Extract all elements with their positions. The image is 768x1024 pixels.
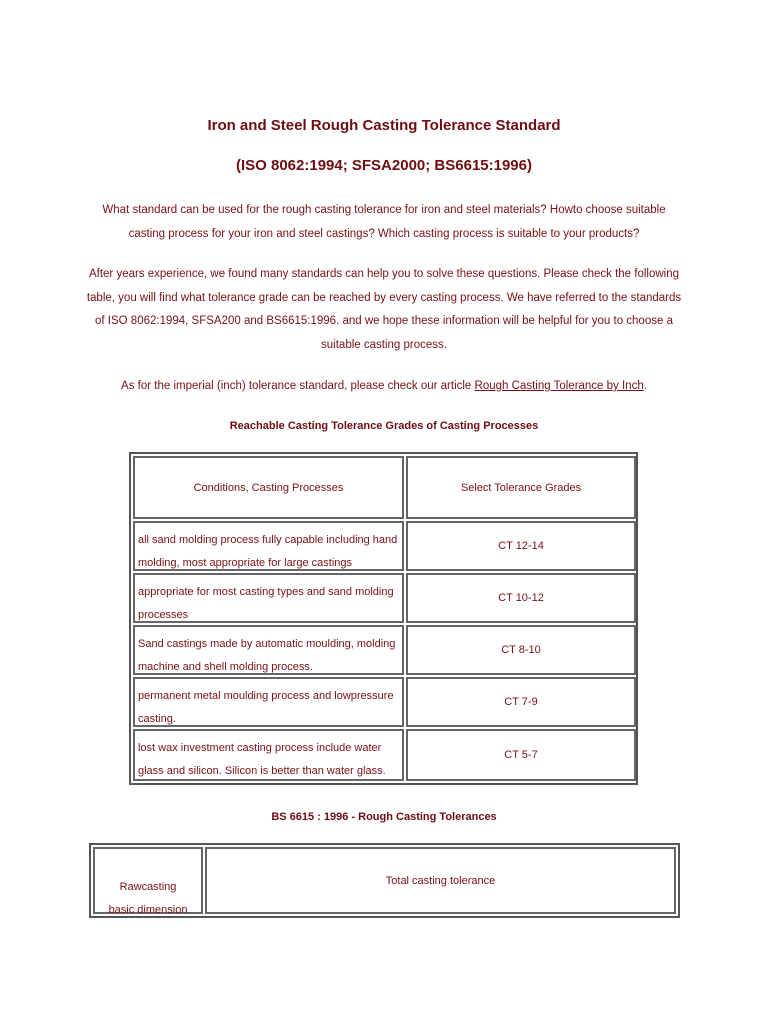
table-row-grade: CT 12-14 bbox=[406, 521, 636, 571]
header-line: basic dimension bbox=[108, 904, 188, 916]
rough-casting-tolerance-link[interactable]: Rough Casting Tolerance by Inch bbox=[474, 380, 644, 392]
table-row-condition bbox=[133, 729, 404, 781]
experience-paragraph bbox=[80, 263, 688, 357]
table1-heading: Reachable Casting Tolerance Grades of Casting Processes bbox=[229, 420, 539, 432]
table-row-condition bbox=[133, 677, 404, 727]
condition-line: machine and shell molding process. bbox=[138, 661, 313, 673]
condition-line: processes bbox=[138, 609, 189, 621]
condition-line: all sand molding process fully capable including hand bbox=[138, 534, 398, 546]
table-row-grade: CT 8-10 bbox=[406, 625, 636, 675]
imperial-suffix: . bbox=[643, 380, 647, 392]
table-header-basic-dimension bbox=[93, 847, 203, 914]
table-header-conditions: Conditions, Casting Processes bbox=[133, 456, 404, 519]
imperial-text: As for the imperial (inch) tolerance standard, please check our article bbox=[121, 380, 475, 392]
table2-heading: BS 6615 : 1996 - Rough Casting Tolerances bbox=[271, 811, 497, 823]
page-title: Iron and Steel Rough Casting Tolerance Standard bbox=[207, 117, 561, 134]
intro-line: casting process for your iron and steel castings? Which casting process is suitable to your products? bbox=[128, 227, 640, 240]
header-line: Rawcasting bbox=[119, 881, 177, 893]
condition-line: glass and silicon. Silicon is better than water glass. bbox=[138, 765, 386, 777]
experience-line: table, you will find what tolerance grade can be reached by every casting process. We have referred to the standards bbox=[86, 291, 682, 304]
table-row-condition bbox=[133, 521, 404, 571]
intro-paragraph bbox=[80, 199, 688, 246]
bs6615-tolerance-table bbox=[89, 843, 680, 918]
imperial-paragraph bbox=[80, 375, 688, 399]
table-header-grades: Select Tolerance Grades bbox=[406, 456, 636, 519]
intro-line: What standard can be used for the rough casting tolerance for iron and steel materials? Howto choose suitable bbox=[102, 204, 666, 216]
page-subtitle: (ISO 8062:1994; SFSA2000; BS6615:1996) bbox=[235, 157, 532, 174]
condition-line: appropriate for most casting types and sand molding bbox=[138, 586, 394, 598]
condition-line: permanent metal moulding process and lowpressure bbox=[138, 690, 394, 702]
table-row-condition bbox=[133, 625, 404, 675]
table-header-total-tolerance: Total casting tolerance bbox=[205, 847, 676, 914]
condition-line: lost wax investment casting process include water bbox=[138, 742, 382, 754]
table-row-grade: CT 5-7 bbox=[406, 729, 636, 781]
table-row-condition bbox=[133, 573, 404, 623]
condition-line: Sand castings made by automatic moulding, molding bbox=[138, 638, 396, 650]
condition-line: molding, most appropriate for large castings bbox=[138, 557, 352, 569]
experience-line: After years experience, we found many standards can help you to solve these questions. Please check the following bbox=[88, 268, 680, 280]
table-row-grade: CT 10-12 bbox=[406, 573, 636, 623]
condition-line: casting. bbox=[138, 713, 176, 725]
tolerance-grades-table bbox=[129, 452, 638, 785]
experience-line: suitable casting process. bbox=[321, 338, 447, 351]
experience-line: of ISO 8062:1994, SFSA200 and BS6615:1996. and we hope these information will be helpful for you to choose a bbox=[95, 315, 673, 327]
table-row-grade: CT 7-9 bbox=[406, 677, 636, 727]
